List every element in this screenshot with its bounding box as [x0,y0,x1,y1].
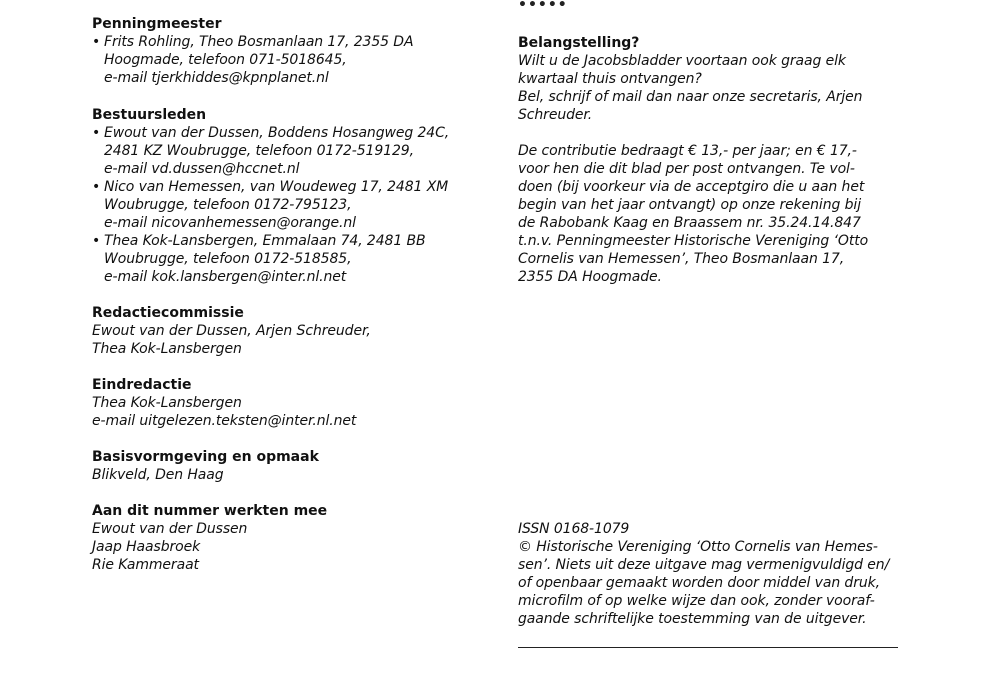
issn-line: ISSN 0168-1079 [518,521,630,537]
text-line: © Historische Vereniging ‘Otto Cornelis van Hemes- [518,539,878,555]
section-colofon [518,520,908,628]
text-line: De contributie bedraagt € 13,- per jaar; en € 17,- [518,143,857,159]
section-heading: Basisvormgeving en opmaak [92,449,319,465]
text-span: Nico van Hemessen, van Woudeweg 17, 2481 XM [104,179,449,195]
text-line: kwartaal thuis ontvangen? [518,71,702,87]
text-line: Jaap Haasbroek [92,539,201,555]
text-line: e-mail kok.lansbergen@inter.nl.net [104,269,347,285]
section-contributie [518,142,908,286]
text-line: e-mail nicovanhemessen@orange.nl [104,215,356,231]
text-line: Schreuder. [518,107,593,123]
decorative-dots: ••••• [518,0,568,13]
text-line: doen (bij voorkeur via de acceptgiro die u aan het [518,179,865,195]
text-line [92,124,492,142]
text-line [92,33,492,51]
list-item [92,232,492,286]
text-line: sen’. Niets uit deze uitgave mag vermenigvuldigd en/ [518,557,890,573]
text-line: e-mail vd.dussen@hccnet.nl [104,161,300,177]
list-item [92,124,492,178]
text-line: Thea Kok-Lansbergen [92,341,242,357]
bullet-icon: • [92,125,101,141]
text-line: Bel, schrijf of mail dan naar onze secretaris, Arjen [518,89,863,105]
section-eindredactie [92,376,492,430]
section-heading: Eindredactie [92,377,192,393]
text-line: Wilt u de Jacobsbladder voortaan ook graag elk [518,53,846,69]
section-penningmeester [92,15,492,87]
text-line: 2481 KZ Woubrugge, telefoon 0172-519129, [104,143,414,159]
text-line: Ewout van der Dussen [92,521,248,537]
text-line [92,232,492,250]
text-line: voor hen die dit blad per post ontvangen. Te vol- [518,161,855,177]
text-line: gaande schriftelijke toestemming van de uitgever. [518,611,867,627]
text-line: e-mail tjerkhiddes@kpnplanet.nl [104,70,329,86]
text-line [92,178,492,196]
section-redactiecommissie [92,304,492,358]
text-line: de Rabobank Kaag en Braassem nr. 35.24.14.847 [518,215,861,231]
bullet-icon: • [92,34,101,50]
section-belangstelling [518,34,908,124]
section-medewerkers [92,502,492,574]
text-span: Thea Kok-Lansbergen, Emmalaan 74, 2481 BB [104,233,426,249]
section-heading: Aan dit nummer werkten mee [92,503,328,519]
text-line: Woubrugge, telefoon 0172-518585, [104,251,352,267]
text-line: Ewout van der Dussen, Arjen Schreuder, [92,323,371,339]
text-line: Woubrugge, telefoon 0172-795123, [104,197,352,213]
list-item [92,178,492,232]
text-span: Ewout van der Dussen, Boddens Hosangweg 24C, [104,125,450,141]
section-heading: Penningmeester [92,16,222,32]
text-line: 2355 DA Hoogmade. [518,269,662,285]
section-bestuursleden [92,106,492,286]
text-line: t.n.v. Penningmeester Historische Vereniging ‘Otto [518,233,869,249]
divider [518,647,898,648]
text-line: microfilm of op welke wijze dan ook, zonder vooraf- [518,593,875,609]
section-heading: Belangstelling? [518,35,640,51]
section-basisvormgeving [92,448,492,484]
text-line: Blikveld, Den Haag [92,467,224,483]
bullet-icon: • [92,233,101,249]
text-line: Rie Kammeraat [92,557,199,573]
text-line: Thea Kok-Lansbergen [92,395,242,411]
text-line: Hoogmade, telefoon 071-5018645, [104,52,347,68]
text-line: Cornelis van Hemessen’, Theo Bosmanlaan 17, [518,251,845,267]
list-item [92,33,492,87]
section-heading: Redactiecommissie [92,305,244,321]
section-heading: Bestuursleden [92,107,207,123]
text-line: begin van het jaar ontvangt) op onze rekening bij [518,197,862,213]
text-line: e-mail uitgelezen.teksten@inter.nl.net [92,413,357,429]
text-line: of openbaar gemaakt worden door middel van druk, [518,575,881,591]
right-column [518,0,908,675]
bullet-icon: • [92,179,101,195]
text-span: Frits Rohling, Theo Bosmanlaan 17, 2355 DA [104,34,414,50]
